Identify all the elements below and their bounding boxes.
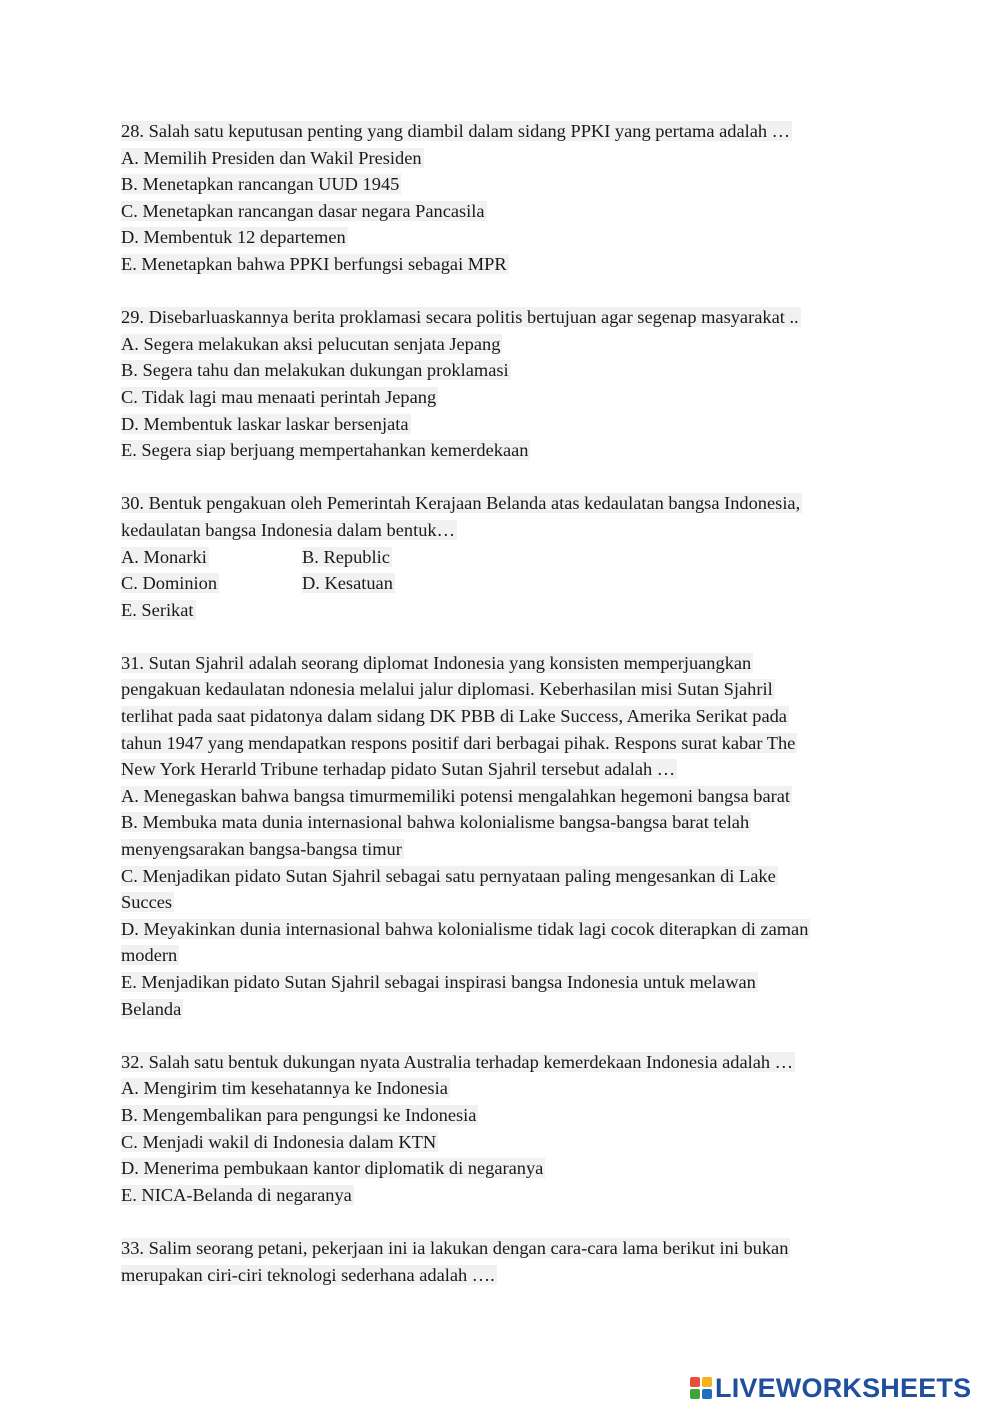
question-text-line: merupakan ciri-ciri teknologi sederhana adalah ….: [121, 1264, 495, 1285]
options-row-2: [121, 570, 881, 597]
option-d: D. Meyakinkan dunia internasional bahwa kolonialisme tidak lagi cocok diterapkan di zaman: [121, 918, 809, 939]
question-text-line: 31. Sutan Sjahril adalah seorang diplomat Indonesia yang konsisten memperjuangkan: [121, 652, 752, 673]
option-c: C. Dominion: [121, 573, 218, 594]
options-row-1: [121, 544, 881, 571]
option-d: D. Membentuk laskar laskar bersenjata: [121, 413, 409, 434]
option-e: E. Menetapkan bahwa PPKI berfungsi sebagai MPR: [121, 253, 507, 274]
question-text-line: kedaulatan bangsa Indonesia dalam bentuk…: [121, 519, 455, 540]
option-a: A. Memilih Presiden dan Wakil Presiden: [121, 147, 422, 168]
option-c: C. Menjadikan pidato Sutan Sjahril sebagai satu pernyataan paling mengesankan di Lake: [121, 865, 776, 886]
question-29: [121, 304, 881, 464]
option-a: A. Segera melakukan aksi pelucutan senjata Jepang: [121, 333, 501, 354]
option-e-cont: Belanda: [121, 998, 182, 1019]
option-c-cont: Succes: [121, 892, 173, 913]
option-c: C. Tidak lagi mau menaati perintah Jepang: [121, 386, 437, 407]
question-31: [121, 650, 881, 1022]
option-d: D. Menerima pembukaan kantor diplomatik di negaranya: [121, 1158, 544, 1179]
question-33: [121, 1235, 881, 1288]
logo-text: LIVEWORKSHEETS: [715, 1372, 972, 1403]
question-28: [121, 118, 881, 278]
option-a: A. Monarki: [121, 546, 207, 567]
question-text-line: New York Herarld Tribune terhadap pidato Sutan Sjahril tersebut adalah …: [121, 759, 676, 780]
option-c: C. Menjadi wakil di Indonesia dalam KTN: [121, 1131, 437, 1152]
option-b: B. Menetapkan rancangan UUD 1945: [121, 174, 400, 195]
option-e: E. NICA-Belanda di negaranya: [121, 1184, 352, 1205]
worksheet-content: [121, 118, 881, 1288]
option-b: B. Mengembalikan para pengungsi ke Indonesia: [121, 1104, 477, 1125]
option-b: B. Segera tahu dan melakukan dukungan proklamasi: [121, 360, 509, 381]
question-text-line: pengakuan kedaulatan ndonesia melalui jalur diplomasi. Keberhasilan misi Sutan Sjahril: [121, 679, 773, 700]
question-text: 28. Salah satu keputusan penting yang diambil dalam sidang PPKI yang pertama adalah …: [121, 121, 791, 141]
liveworksheets-logo: [690, 1373, 971, 1403]
option-a: A. Mengirim tim kesehatannya ke Indonesia: [121, 1078, 448, 1099]
question-text-line: 33. Salim seorang petani, pekerjaan ini ia lakukan dengan cara-cara lama berikut ini bukan: [121, 1237, 789, 1258]
option-e: E. Menjadikan pidato Sutan Sjahril sebagai inspirasi bangsa Indonesia untuk melawan: [121, 972, 756, 992]
option-b-cont: menyengsarakan bangsa-bangsa timur: [121, 839, 402, 860]
question-30: [121, 490, 881, 623]
option-c: C. Menetapkan rancangan dasar negara Pancasila: [121, 200, 485, 221]
question-text-line: tahun 1947 yang mendapatkan respons positif dari berbagai pihak. Respons surat kabar The: [121, 732, 796, 753]
liveworksheets-logo-icon: [690, 1377, 712, 1399]
question-text-line: terlihat pada saat pidatonya dalam sidang DK PBB di Lake Success, Amerika Serikat pada: [121, 706, 787, 727]
option-b: B. Republic: [302, 546, 390, 567]
option-d-cont: modern: [121, 945, 178, 966]
option-e: E. Segera siap berjuang mempertahankan kemerdekaan: [121, 440, 529, 461]
option-e: E. Serikat: [121, 599, 194, 620]
option-d: D. Kesatuan: [302, 573, 393, 594]
option-b: B. Membuka mata dunia internasional bahwa kolonialisme bangsa-bangsa barat telah: [121, 812, 750, 833]
option-a: A. Menegaskan bahwa bangsa timurmemiliki potensi mengalahkan hegemoni bangsa barat: [121, 785, 791, 806]
question-text-line: 30. Bentuk pengakuan oleh Pemerintah Kerajaan Belanda atas kedaulatan bangsa Indonesia,: [121, 493, 801, 514]
option-d: D. Membentuk 12 departemen: [121, 227, 346, 248]
question-text: 29. Disebarluaskannya berita proklamasi secara politis bertujuan agar segenap masyarakat ..: [121, 307, 799, 328]
question-text: 32. Salah satu bentuk dukungan nyata Australia terhadap kemerdekaan Indonesia adalah …: [121, 1051, 794, 1072]
question-32: [121, 1049, 881, 1209]
